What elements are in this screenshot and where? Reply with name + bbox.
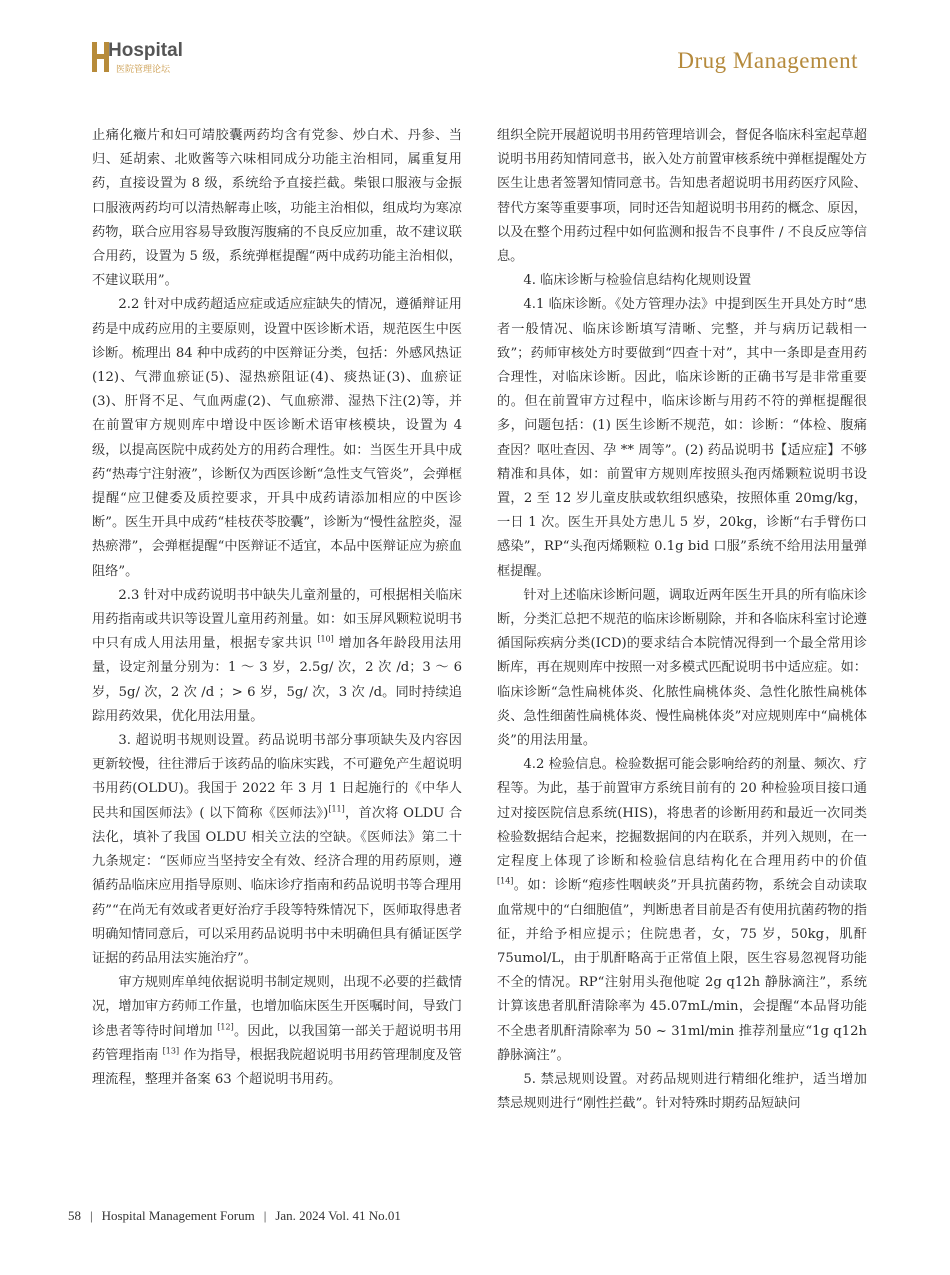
hospital-logo	[92, 40, 183, 76]
citation: [14]	[497, 876, 514, 886]
logo-word: Hospital	[108, 40, 183, 61]
citation: [12]	[217, 1022, 234, 1032]
paragraph: 针对上述临床诊断问题，调取近两年医生开具的所有临床诊断，分类汇总把不规范的临床诊断剔除，并和各临床科室讨论遵循国际疾病分类(ICD)的要求结合本院情况得到一个最全常用诊断库，再在规则库中按照一对多模式匹配说明书中适应症。如：临床诊断“急性扁桃体炎、化脓性扁桃体炎、急性化脓性扁桃体炎、急性细菌性扁桃体炎、慢性扁桃体炎”对应规则库中“扁桃体炎”的用法用量。	[497, 587, 867, 749]
subsection-heading: 4. 临床诊断与检验信息结构化规则设置	[523, 273, 752, 289]
citation: [10]	[317, 634, 334, 644]
page-number: 58	[68, 1208, 81, 1223]
paragraph: 组织全院开展超说明书用药管理培训会，督促各临床科室起草超说明书用药知情同意书，嵌入处方前置审核系统中弹框提醒处方医生让患者签署知情同意书。告知患者超说明书用药医疗风险、替代方案等重要事项，同时还告知超说明书用药的概念、原因，以及在整个用药过程中如何监测和报告不良事件 / 不良反应等信息。	[497, 128, 867, 265]
page-footer: 58 | Hospital Management Forum | Jan. 2024 Vol. 41 No.01	[68, 1208, 401, 1223]
left-column	[92, 124, 462, 1092]
paragraph: 4.1 临床诊断。《处方管理办法》中提到医生开具处方时“患者一般情况、临床诊断填写清晰、完整，并与病历记载相一致”；药师审核处方时要做到“四查十对”，其中一条即是查用药合理性，对临床诊断。因此，临床诊断的正确书写是非常重要的。但在前置审方过程中，临床诊断与用药不符的弹框提醒很多，问题包括：(1) 医生诊断不规范，如：诊断：“体检、腹痛查因？呕吐查因、孕 ** 周等”。(2) 药品说明书【适应症】不够精准和具体，如：前置审方规则库按照头孢丙烯颗粒说明书设置，2 至 12 岁儿童皮肤或软组织感染，按照体重 20mg/kg，一日 1 次。医生开具处方患儿 5 岁，20kg，诊断“右手臂伤口感染”，RP“头孢丙烯颗粒 0.1g bid 口服”系统不给用法用量弹框提醒。	[497, 297, 867, 579]
paragraph: 3. 超说明书规则设置。药品说明书部分事项缺失及内容因更新较慢，往往滞后于该药品的临床实践，不可避免产生超说明书用药(OLDU)。我国于 2022 年 3 月 1 日起施行的《中华人民共和国医师法》( 以下简称《医师法》)[11]，首次将 OLDU 合法化，填补了我国 OLDU 相关立法的空缺。《医师法》第二十九条规定：“医师应当坚持安全有效、经济合理的用药原则，遵循药品临床应用指导原则、临床诊疗指南和药品说明书等合理用药”“在尚无有效或者更好治疗手段等特殊情况下，医师取得患者明确知情同意后，可以采用药品说明书中未明确但具有循证医学证据的药品用法实施治疗”。	[92, 733, 463, 966]
paragraph: 审方规则库单纯依据说明书制定规则，出现不必要的拦截情况，增加审方药师工作量，也增加临床医生开医嘱时间，导致门诊患者等待时间增加 [12]。因此，以我国第一部关于超说明书用药管理指南 [13] 作为指导，根据我院超说明书用药管理制度及管理流程，整理并备案 63 个超说明书用药。	[92, 975, 462, 1087]
journal-name: Hospital Management Forum	[101, 1208, 255, 1223]
paragraph: 2.2 针对中成药超适应症或适应症缺失的情况，遵循辩证用药是中成药应用的主要原则，设置中医诊断术语，规范医生中医诊断。梳理出 84 种中成药的中医辩证分类，包括：外感风热证(12)、气滞血瘀证(5)、湿热瘀阻证(4)、痰热证(3)、血瘀证(3)、肝肾不足、气血两虚(2)、气血瘀滞、湿热下注(2)等，并在前置审方规则库中增设中医诊断术语审核模块，设置为 4 级，以提高医院中成药处方的用药合理性。如：当医生开具中成药“热毒宁注射液”，诊断仅为西医诊断“急性支气管炎”，会弹框提醒“应卫健委及质控要求，开具中成药请添加相应的中医诊断”。医生开具中成药“桂枝茯苓胶囊”，诊断为“慢性盆腔炎，湿热瘀滞”，会弹框提醒“中医辩证不适宜，本品中医辩证应为瘀血阻络”。	[92, 297, 462, 579]
paragraph: 2.3 针对中成药说明书中缺失儿童剂量的，可根据相关临床用药指南或共识等设置儿童用药剂量。如：如玉屏风颗粒说明书中只有成人用法用量，根据专家共识 [10] 增加各年龄段用法用量，设定剂量分别为：1 ～ 3 岁，2.5g/ 次，2 次 /d；3 ～ 6 岁，5g/ 次，2 次 /d ；> 6 岁，5g/ 次，3 次 /d。同时持续追踪用药效果，优化用法用量。	[92, 587, 462, 724]
paragraph: 止痛化癥片和妇可靖胶囊两药均含有党参、炒白术、丹参、当归、延胡索、北败酱等六味相同成分功能主治相同，属重复用药，直接设置为 8 级，系统给予直接拦截。柴银口服液与金振口服液两药均可以清热解毒止咳，功能主治相似，组成均为寒凉药物，联合应用容易导致腹泻腹痛的不良反应加重，故不建议联合用药，设置为 5 级，系统弹框提醒“两中成药功能主治相似，不建议联用”。	[92, 128, 462, 289]
logo-subtitle: 医院管理论坛	[116, 65, 171, 75]
right-column	[497, 124, 867, 1116]
paragraph: 5. 禁忌规则设置。对药品规则进行精细化维护，适当增加禁忌规则进行“刚性拦截”。针对特殊时期药品短缺问	[497, 1071, 867, 1112]
paragraph: 4.2 检验信息。检验数据可能会影响给药的剂量、频次、疗程等。为此，基于前置审方系统目前有的 20 种检验项目接口通过对接医院信息系统(HIS)，将患者的诊断用药和最近一次同类检验数据结合起来，挖掘数据间的内在联系，并列入规则，在一定程度上体现了诊断和检验信息结构化在合理用药中的价值 [14]。如：诊断“疱疹性咽峡炎”开具抗菌药物，系统会自动读取血常规中的“白细胞值”，判断患者目前是否有使用抗菌药物的指征，并给予相应提示；住院患者，女，75 岁，50kg，肌酐 75umol/L，由于肌酐略高于正常值上限，医生容易忽视肾功能不全的情况。RP“注射用头孢他啶 2g q12h 静脉滴注”，系统计算该患者肌酐清除率为 45.07mL/min，会提醒“本品肾功能不全患者肌酐清除率为 50 ~ 31ml/min 推荐剂量应“1g q12h 静脉滴注”。	[497, 757, 867, 1063]
page-header	[0, 0, 950, 90]
section-title: Drug Management	[677, 48, 858, 73]
citation: [13]	[162, 1046, 180, 1056]
citation: [11]	[328, 804, 345, 814]
journal-issue: Jan. 2024 Vol. 41 No.01	[275, 1208, 401, 1223]
